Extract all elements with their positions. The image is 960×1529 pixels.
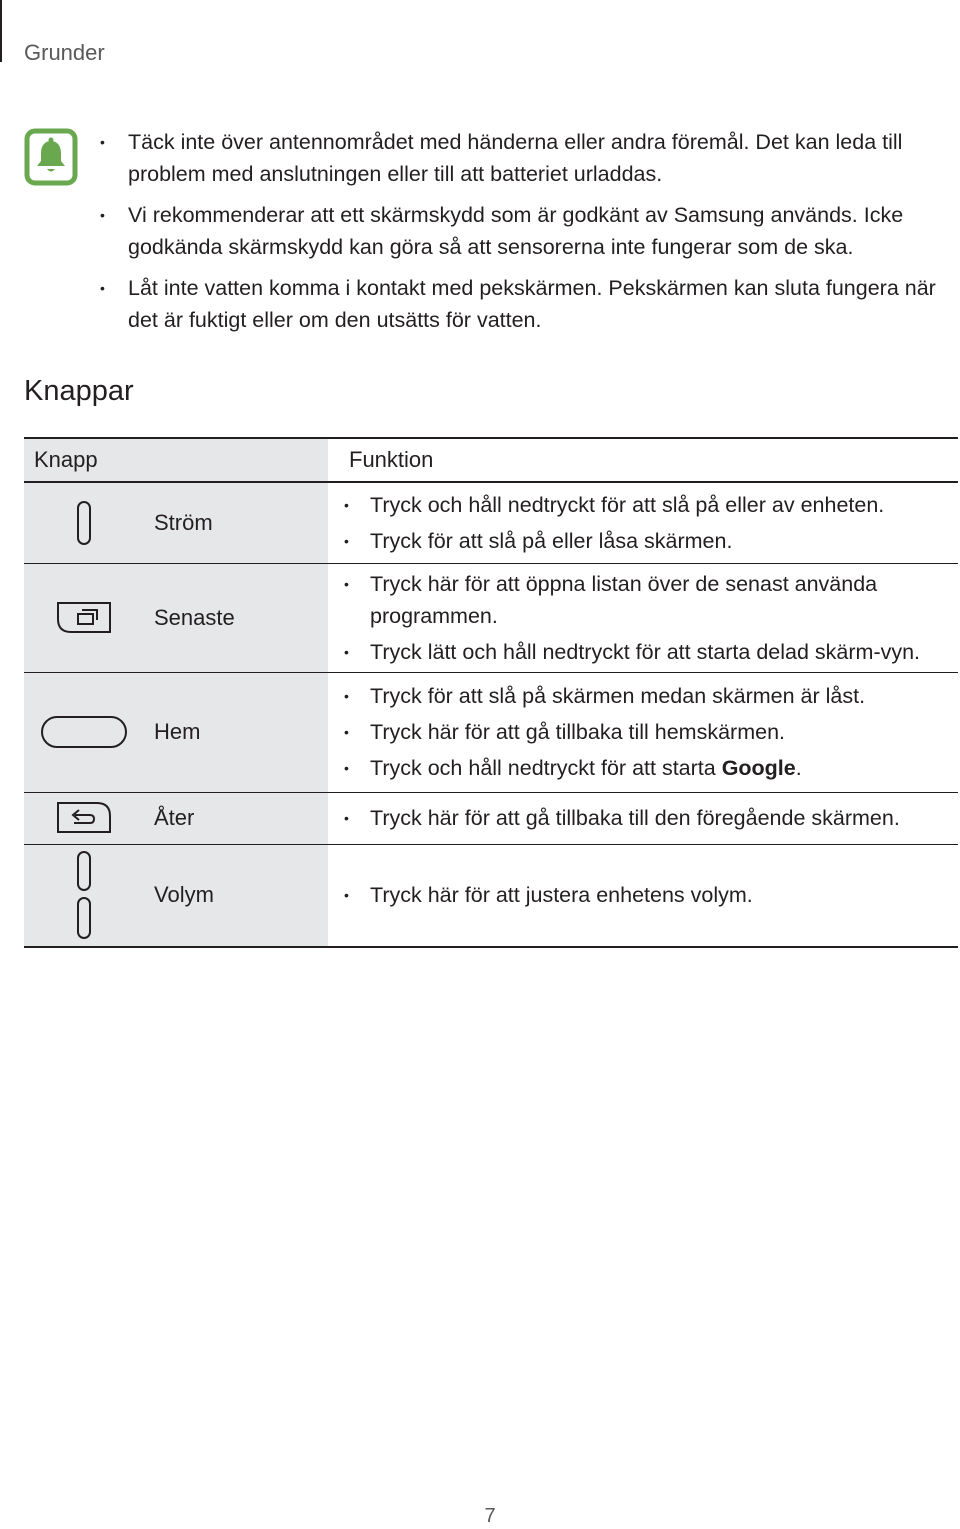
home-key-icon (24, 672, 144, 792)
notice-item: • Vi rekommenderar att ett skärmskydd som är godkänt av Samsung används. Icke godkända skärmskydd kan göra så att sensorerna inte fungerar som de ska. (100, 199, 955, 263)
section-heading: Knappar (24, 375, 134, 407)
function-item: • Tryck här för att justera enhetens volym. (344, 879, 958, 911)
keys-table (24, 437, 958, 948)
notice-item: • Täck inte över antennområdet med händerna eller andra föremål. Det kan leda till problem med anslutningen eller till att batteriet urladdas. (100, 126, 955, 190)
key-name: Ström (144, 482, 328, 563)
column-header-key: Knapp (24, 438, 328, 482)
function-item: • Tryck och håll nedtryckt för att slå på eller av enheten. (344, 489, 958, 521)
key-functions (328, 844, 958, 947)
key-functions (328, 563, 958, 672)
function-text: Tryck och håll nedtryckt för att starta (370, 756, 722, 780)
table-header-row (24, 438, 958, 482)
table-row (24, 844, 958, 947)
power-key-icon (24, 482, 144, 563)
function-item: • Tryck här för att öppna listan över de senast använda programmen. (344, 568, 958, 632)
function-item: • Tryck här för att gå tillbaka till hemskärmen. (344, 716, 958, 748)
function-item-google (344, 752, 958, 784)
function-item: • Tryck för att slå på eller låsa skärmen. (344, 525, 958, 557)
notice-list (100, 126, 955, 345)
section-label: Grunder (24, 40, 105, 65)
table-row (24, 792, 958, 844)
function-item: • Tryck för att slå på skärmen medan skärmen är låst. (344, 680, 958, 712)
key-name: Volym (144, 844, 328, 947)
function-item: • Tryck lätt och håll nedtryckt för att starta delad skärm-vyn. (344, 636, 958, 668)
key-functions (328, 792, 958, 844)
recent-apps-key-icon (24, 563, 144, 672)
table-row (24, 672, 958, 792)
column-header-function: Funktion (328, 438, 958, 482)
bell-notification-icon (24, 128, 78, 186)
volume-keys-icon (24, 844, 144, 947)
function-item: • Tryck här för att gå tillbaka till den föregående skärmen. (344, 802, 958, 834)
page-edge-rule (0, 0, 2, 62)
key-name: Senaste (144, 563, 328, 672)
back-key-icon (24, 792, 144, 844)
key-name: Åter (144, 792, 328, 844)
table-row (24, 482, 958, 563)
key-functions (328, 482, 958, 563)
function-text-end: . (795, 756, 802, 780)
key-name: Hem (144, 672, 328, 792)
table-row (24, 563, 958, 672)
notice-item: • Låt inte vatten komma i kontakt med pekskärmen. Pekskärmen kan sluta fungera när det är fuktigt eller om den utsätts för vatten. (100, 272, 955, 336)
google-bold-text: Google (721, 756, 796, 780)
page-number: 7 (484, 1505, 496, 1527)
key-functions (328, 672, 958, 792)
